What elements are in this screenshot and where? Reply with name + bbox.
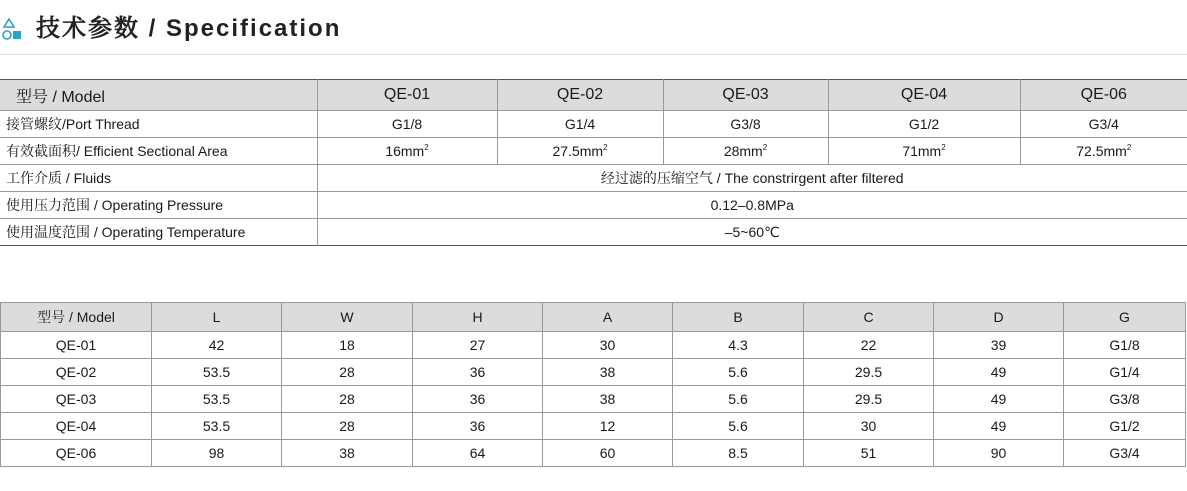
spec-cell [828,138,1020,165]
table-cell: 12 [543,413,673,440]
table-cell: 36 [413,413,543,440]
spec-cell: G3/4 [1020,111,1187,138]
row-label: 工作介质 / Fluids [0,165,317,192]
table-cell: 38 [282,440,413,467]
table-cell: G1/4 [1064,359,1186,386]
spec-cell-merged: 0.12–0.8MPa [317,192,1187,219]
spec-cell: G3/8 [663,111,828,138]
area-value: 71mm [902,143,942,159]
table-cell: 98 [152,440,282,467]
table-cell: 4.3 [673,332,804,359]
table-row [1,359,1186,386]
table-cell: 28 [282,386,413,413]
table-cell: QE-03 [1,386,152,413]
spec-row-port-thread [0,111,1187,138]
superscript: 2 [1126,143,1132,152]
spec-cell [663,138,828,165]
table-cell: QE-06 [1,440,152,467]
row-label: 使用温度范围 / Operating Temperature [0,219,317,246]
spec-row-fluids [0,165,1187,192]
table-row [1,332,1186,359]
table-cell: 49 [934,413,1064,440]
table-cell: 42 [152,332,282,359]
spec-header-row [0,80,1187,111]
area-value: 72.5mm [1076,143,1127,159]
column-header: D [934,303,1064,332]
column-header: W [282,303,413,332]
table-cell: 8.5 [673,440,804,467]
superscript: 2 [424,143,429,152]
table-cell: QE-01 [1,332,152,359]
table-cell: 30 [804,413,934,440]
area-value: 27.5mm [552,143,604,159]
area-value: 16mm [385,143,425,159]
table-cell: 18 [282,332,413,359]
table-cell: 5.6 [673,386,804,413]
table-row [1,386,1186,413]
spec-cell: G1/2 [828,111,1020,138]
column-header: G [1064,303,1186,332]
column-header: L [152,303,282,332]
table-cell: 29.5 [804,386,934,413]
table-cell: 28 [282,359,413,386]
table-cell: 49 [934,359,1064,386]
model-label: 型号 / Model [0,80,317,111]
table-cell: 36 [413,359,543,386]
table-cell: 53.5 [152,413,282,440]
column-header: 型号 / Model [1,303,152,332]
spec-cell [317,138,497,165]
table-cell: G3/4 [1064,440,1186,467]
table-cell: G3/8 [1064,386,1186,413]
table-cell: 38 [543,386,673,413]
table-cell: G1/8 [1064,332,1186,359]
table-cell: 5.6 [673,413,804,440]
model-header: QE-06 [1020,80,1187,111]
table-cell: G1/2 [1064,413,1186,440]
spec-row-temperature [0,219,1187,246]
model-header: QE-01 [317,80,497,111]
table-row [1,440,1186,467]
specification-table [0,79,1187,246]
table-cell: 90 [934,440,1064,467]
table-cell: 38 [543,359,673,386]
model-header: QE-03 [663,80,828,111]
table-cell: 64 [413,440,543,467]
page-title: 技术参数 / Specification [36,15,342,42]
superscript: 2 [603,143,608,152]
table-cell: 53.5 [152,386,282,413]
dimension-table [0,302,1186,467]
table-cell: 39 [934,332,1064,359]
superscript: 2 [762,143,768,152]
spec-cell: G1/4 [497,111,663,138]
spec-cell [1020,138,1187,165]
model-header: QE-04 [828,80,1020,111]
table-cell: 51 [804,440,934,467]
table-cell: 29.5 [804,359,934,386]
table-cell: 22 [804,332,934,359]
shapes-logo-icon [2,18,22,42]
table-cell: 53.5 [152,359,282,386]
spec-cell-merged: –5~60℃ [317,219,1187,246]
spec-row-pressure [0,192,1187,219]
dimension-header-row [1,303,1186,332]
spec-row-sectional-area [0,138,1187,165]
table-cell: 27 [413,332,543,359]
table-cell: QE-04 [1,413,152,440]
spec-cell: G1/8 [317,111,497,138]
column-header: A [543,303,673,332]
table-row [1,413,1186,440]
row-label: 有效截面积/ Efficient Sectional Area [0,138,317,165]
table-cell: 49 [934,386,1064,413]
table-cell: QE-02 [1,359,152,386]
area-value: 28mm [723,143,763,159]
row-label: 接管螺纹/Port Thread [0,111,317,138]
table-cell: 36 [413,386,543,413]
superscript: 2 [941,143,946,152]
section-header [0,0,1187,56]
row-label: 使用压力范围 / Operating Pressure [0,192,317,219]
model-header: QE-02 [497,80,663,111]
spec-cell-merged: 经过滤的压缩空气 / The constrirgent after filtered [317,165,1187,192]
table-cell: 30 [543,332,673,359]
table-cell: 5.6 [673,359,804,386]
table-cell: 28 [282,413,413,440]
spec-cell [497,138,663,165]
column-header: H [413,303,543,332]
column-header: C [804,303,934,332]
column-header: B [673,303,804,332]
header-divider [0,54,1187,55]
table-cell: 60 [543,440,673,467]
